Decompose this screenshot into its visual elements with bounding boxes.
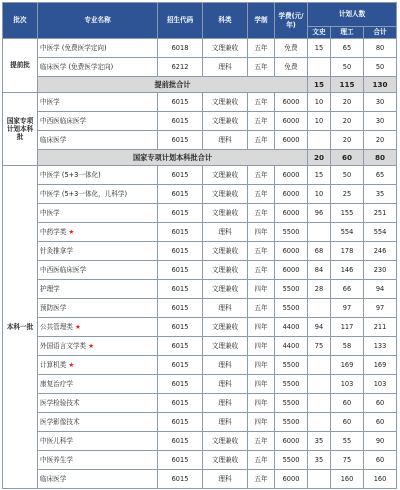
years-cell: 五年 — [248, 242, 275, 261]
ligong-cell: 146 — [331, 261, 364, 280]
wenshi-cell: 35 — [308, 432, 331, 451]
major-name: 外国语言文学类 — [40, 341, 87, 350]
code-cell: 6015 — [158, 166, 203, 185]
header-batch: 批次 — [3, 3, 38, 39]
subject-cell: 文理兼收 — [203, 185, 248, 204]
ligong-cell: 65 — [331, 39, 364, 58]
ligong-cell: 20 — [331, 131, 364, 150]
fee-cell: 6000 — [275, 185, 308, 204]
major-name: 中医儿科学 — [40, 436, 73, 445]
fee-cell: 6000 — [275, 112, 308, 131]
star-icon: ★ — [88, 341, 95, 350]
ligong-cell: 25 — [331, 185, 364, 204]
table-body — [3, 39, 397, 489]
total-cell: 246 — [364, 242, 397, 261]
batch-cell: 提前批 — [3, 39, 38, 93]
subject-cell: 理科 — [203, 58, 248, 77]
total-cell: 80 — [364, 39, 397, 58]
subject-cell: 理科 — [203, 470, 248, 489]
major-name: 临床医学 — [40, 474, 67, 483]
ligong-cell: 20 — [331, 112, 364, 131]
fee-cell: 6000 — [275, 204, 308, 223]
table-row — [3, 223, 397, 242]
table-row — [3, 39, 397, 58]
total-cell: 554 — [364, 223, 397, 242]
enrollment-plan-table — [2, 2, 397, 489]
subject-cell: 文理兼收 — [203, 93, 248, 112]
major-name: 中西医临床医学 — [40, 265, 87, 274]
wenshi-cell — [308, 299, 331, 318]
table-row — [3, 356, 397, 375]
wenshi-cell — [308, 58, 331, 77]
years-cell: 五年 — [248, 470, 275, 489]
major-name: 计算机类 — [40, 360, 67, 369]
major-name: 中医学 (5+3一体化，儿科学) — [40, 189, 128, 198]
summary-label: 国家专项计划本科批合计 — [38, 150, 308, 166]
years-cell: 五年 — [248, 185, 275, 204]
wenshi-cell: 96 — [308, 204, 331, 223]
years-cell: 四年 — [248, 375, 275, 394]
fee-cell: 5500 — [275, 451, 308, 470]
ligong-cell: 97 — [331, 299, 364, 318]
total-cell: 60 — [364, 394, 397, 413]
subject-cell: 理科 — [203, 299, 248, 318]
major-name-cell — [38, 318, 158, 337]
fee-cell: 6000 — [275, 470, 308, 489]
subject-cell: 文理兼收 — [203, 204, 248, 223]
major-name-cell — [38, 93, 158, 112]
major-name: 临床医学 — [40, 135, 67, 144]
wenshi-cell: 84 — [308, 261, 331, 280]
ligong-cell: 75 — [331, 451, 364, 470]
code-cell: 6015 — [158, 242, 203, 261]
code-cell: 6015 — [158, 470, 203, 489]
wenshi-cell: 94 — [308, 318, 331, 337]
subject-cell: 文理兼收 — [203, 112, 248, 131]
fee-cell: 5500 — [275, 280, 308, 299]
summary-row — [3, 77, 397, 93]
table-row — [3, 261, 397, 280]
ligong-cell: 169 — [331, 356, 364, 375]
wenshi-cell: 35 — [308, 451, 331, 470]
total-cell: 20 — [364, 131, 397, 150]
years-cell: 四年 — [248, 413, 275, 432]
major-name: 中药学类 — [40, 227, 67, 236]
star-icon: ★ — [68, 227, 75, 236]
years-cell: 五年 — [248, 58, 275, 77]
wenshi-cell: 68 — [308, 242, 331, 261]
table-row — [3, 93, 397, 112]
ligong-cell: 554 — [331, 223, 364, 242]
ligong-cell: 178 — [331, 242, 364, 261]
wenshi-cell — [308, 356, 331, 375]
summary-total: 130 — [364, 77, 397, 93]
code-cell: 6015 — [158, 394, 203, 413]
code-cell: 6015 — [158, 337, 203, 356]
major-name: 康复治疗学 — [40, 379, 73, 388]
major-name: 中西医临床医学 — [40, 116, 87, 125]
fee-cell: 免费 — [275, 58, 308, 77]
header-fee: 学费(元/年) — [275, 3, 308, 39]
subject-cell: 理科 — [203, 131, 248, 150]
total-cell: 251 — [364, 204, 397, 223]
total-cell: 211 — [364, 318, 397, 337]
fee-cell: 6000 — [275, 242, 308, 261]
table-row — [3, 451, 397, 470]
total-cell: 90 — [364, 432, 397, 451]
total-cell: 65 — [364, 166, 397, 185]
summary-total: 80 — [364, 150, 397, 166]
major-name-cell — [38, 39, 158, 58]
table-row — [3, 432, 397, 451]
fee-cell: 4400 — [275, 337, 308, 356]
total-cell: 50 — [364, 58, 397, 77]
major-name-cell — [38, 112, 158, 131]
total-cell: 97 — [364, 299, 397, 318]
code-cell: 6015 — [158, 318, 203, 337]
major-name: 护理学 — [40, 284, 60, 293]
ligong-cell: 160 — [331, 470, 364, 489]
major-name-cell — [38, 58, 158, 77]
header-plan: 计划人数 — [308, 3, 397, 27]
ligong-cell: 50 — [331, 58, 364, 77]
table-row — [3, 166, 397, 185]
code-cell: 6018 — [158, 39, 203, 58]
major-name: 针灸推拿学 — [40, 246, 73, 255]
major-name-cell — [38, 375, 158, 394]
major-name-cell — [38, 451, 158, 470]
ligong-cell: 60 — [331, 413, 364, 432]
summary-ligong: 60 — [331, 150, 364, 166]
years-cell: 五年 — [248, 39, 275, 58]
total-cell: 30 — [364, 112, 397, 131]
total-cell: 230 — [364, 261, 397, 280]
wenshi-cell: 15 — [308, 166, 331, 185]
major-name-cell — [38, 223, 158, 242]
table-row — [3, 318, 397, 337]
years-cell: 四年 — [248, 394, 275, 413]
major-name-cell — [38, 185, 158, 204]
subject-cell: 文理兼收 — [203, 318, 248, 337]
major-name-cell — [38, 280, 158, 299]
subject-cell: 文理兼收 — [203, 451, 248, 470]
wenshi-cell — [308, 131, 331, 150]
ligong-cell: 155 — [331, 204, 364, 223]
table-row — [3, 112, 397, 131]
subject-cell: 文理兼收 — [203, 166, 248, 185]
fee-cell: 6000 — [275, 131, 308, 150]
code-cell: 6015 — [158, 299, 203, 318]
ligong-cell: 58 — [331, 337, 364, 356]
code-cell: 6015 — [158, 93, 203, 112]
wenshi-cell: 10 — [308, 93, 331, 112]
code-cell: 6015 — [158, 356, 203, 375]
fee-cell: 5500 — [275, 413, 308, 432]
years-cell: 五年 — [248, 166, 275, 185]
header-ligong: 理工 — [331, 27, 364, 39]
fee-cell: 5500 — [275, 356, 308, 375]
table-row — [3, 280, 397, 299]
table-row — [3, 375, 397, 394]
total-cell: 35 — [364, 185, 397, 204]
major-name-cell — [38, 356, 158, 375]
major-name-cell — [38, 432, 158, 451]
subject-cell: 文理兼收 — [203, 280, 248, 299]
wenshi-cell: 10 — [308, 112, 331, 131]
wenshi-cell: 10 — [308, 185, 331, 204]
ligong-cell: 55 — [331, 432, 364, 451]
code-cell: 6212 — [158, 58, 203, 77]
table-row — [3, 394, 397, 413]
subject-cell: 理科 — [203, 356, 248, 375]
total-cell: 103 — [364, 375, 397, 394]
fee-cell: 5500 — [275, 375, 308, 394]
major-name-cell — [38, 413, 158, 432]
major-name-cell — [38, 299, 158, 318]
major-name: 中医学 — [40, 208, 60, 217]
years-cell: 五年 — [248, 204, 275, 223]
table-row — [3, 58, 397, 77]
header-wenshi: 文史 — [308, 27, 331, 39]
years-cell: 四年 — [248, 318, 275, 337]
major-name-cell — [38, 166, 158, 185]
fee-cell: 免费 — [275, 39, 308, 58]
years-cell: 五年 — [248, 93, 275, 112]
enrollment-plan-table-wrapper — [2, 2, 396, 486]
total-cell: 94 — [364, 280, 397, 299]
table-row — [3, 185, 397, 204]
subject-cell: 理科 — [203, 375, 248, 394]
code-cell: 6015 — [158, 413, 203, 432]
major-name-cell — [38, 394, 158, 413]
subject-cell: 文理兼收 — [203, 432, 248, 451]
wenshi-cell — [308, 394, 331, 413]
code-cell: 6015 — [158, 432, 203, 451]
fee-cell: 5500 — [275, 394, 308, 413]
years-cell: 五年 — [248, 131, 275, 150]
summary-row — [3, 150, 397, 166]
fee-cell: 6000 — [275, 432, 308, 451]
major-name: 医学检验技术 — [40, 398, 80, 407]
fee-cell: 4400 — [275, 318, 308, 337]
summary-wenshi: 20 — [308, 150, 331, 166]
major-name-cell — [38, 470, 158, 489]
subject-cell: 理科 — [203, 394, 248, 413]
ligong-cell: 66 — [331, 280, 364, 299]
wenshi-cell — [308, 375, 331, 394]
table-row — [3, 413, 397, 432]
years-cell: 四年 — [248, 280, 275, 299]
table-row — [3, 470, 397, 489]
wenshi-cell — [308, 470, 331, 489]
batch-cell: 国家专项计划本科批 — [3, 93, 38, 166]
table-row — [3, 299, 397, 318]
ligong-cell: 60 — [331, 394, 364, 413]
table-row — [3, 337, 397, 356]
major-name: 中医学 (5+3一体化) — [40, 170, 101, 179]
wenshi-cell — [308, 413, 331, 432]
fee-cell: 6000 — [275, 93, 308, 112]
subject-cell: 理科 — [203, 413, 248, 432]
header-years: 学制 — [248, 3, 275, 39]
fee-cell: 5500 — [275, 299, 308, 318]
batch-cell: 本科一批 — [3, 166, 38, 489]
ligong-cell: 50 — [331, 166, 364, 185]
total-cell: 60 — [364, 413, 397, 432]
total-cell: 160 — [364, 470, 397, 489]
major-name-cell — [38, 204, 158, 223]
major-name: 中医养生学 — [40, 455, 73, 464]
major-name: 医学影像技术 — [40, 417, 80, 426]
subject-cell: 文理兼收 — [203, 39, 248, 58]
years-cell: 五年 — [248, 451, 275, 470]
major-name-cell — [38, 242, 158, 261]
summary-ligong: 115 — [331, 77, 364, 93]
subject-cell: 文理兼收 — [203, 261, 248, 280]
subject-cell: 文理兼收 — [203, 337, 248, 356]
table-row — [3, 242, 397, 261]
summary-label: 提前批合计 — [38, 77, 308, 93]
fee-cell: 6000 — [275, 261, 308, 280]
star-icon: ★ — [68, 360, 75, 369]
code-cell: 6015 — [158, 185, 203, 204]
years-cell: 四年 — [248, 356, 275, 375]
header-major: 专业名称 — [38, 3, 158, 39]
subject-cell: 理科 — [203, 223, 248, 242]
years-cell: 四年 — [248, 223, 275, 242]
years-cell: 五年 — [248, 299, 275, 318]
major-name: 中医学 (免费医学定向) — [40, 43, 107, 52]
code-cell: 6015 — [158, 131, 203, 150]
wenshi-cell — [308, 223, 331, 242]
years-cell: 五年 — [248, 432, 275, 451]
table-header — [3, 3, 397, 39]
code-cell: 6015 — [158, 261, 203, 280]
years-cell: 五年 — [248, 112, 275, 131]
star-icon: ★ — [74, 322, 81, 331]
fee-cell: 5500 — [275, 223, 308, 242]
table-row — [3, 131, 397, 150]
code-cell: 6015 — [158, 451, 203, 470]
table-row — [3, 204, 397, 223]
years-cell: 四年 — [248, 337, 275, 356]
summary-wenshi: 15 — [308, 77, 331, 93]
major-name-cell — [38, 131, 158, 150]
total-cell: 30 — [364, 93, 397, 112]
code-cell: 6015 — [158, 223, 203, 242]
wenshi-cell: 28 — [308, 280, 331, 299]
header-subject: 科类 — [203, 3, 248, 39]
code-cell: 6015 — [158, 280, 203, 299]
major-name: 临床医学 (免费医学定向) — [40, 62, 114, 71]
years-cell: 五年 — [248, 261, 275, 280]
major-name-cell — [38, 337, 158, 356]
code-cell: 6015 — [158, 375, 203, 394]
ligong-cell: 20 — [331, 93, 364, 112]
major-name-cell — [38, 261, 158, 280]
wenshi-cell: 15 — [308, 39, 331, 58]
subject-cell: 文理兼收 — [203, 242, 248, 261]
major-name: 中医学 — [40, 97, 60, 106]
header-total: 合计 — [364, 27, 397, 39]
header-code: 招生代码 — [158, 3, 203, 39]
fee-cell: 6000 — [275, 166, 308, 185]
code-cell: 6015 — [158, 204, 203, 223]
ligong-cell: 103 — [331, 375, 364, 394]
major-name: 预防医学 — [40, 303, 67, 312]
wenshi-cell: 75 — [308, 337, 331, 356]
total-cell: 60 — [364, 451, 397, 470]
total-cell: 133 — [364, 337, 397, 356]
total-cell: 169 — [364, 356, 397, 375]
ligong-cell: 117 — [331, 318, 364, 337]
major-name: 公共管理类 — [40, 322, 73, 331]
code-cell: 6015 — [158, 112, 203, 131]
